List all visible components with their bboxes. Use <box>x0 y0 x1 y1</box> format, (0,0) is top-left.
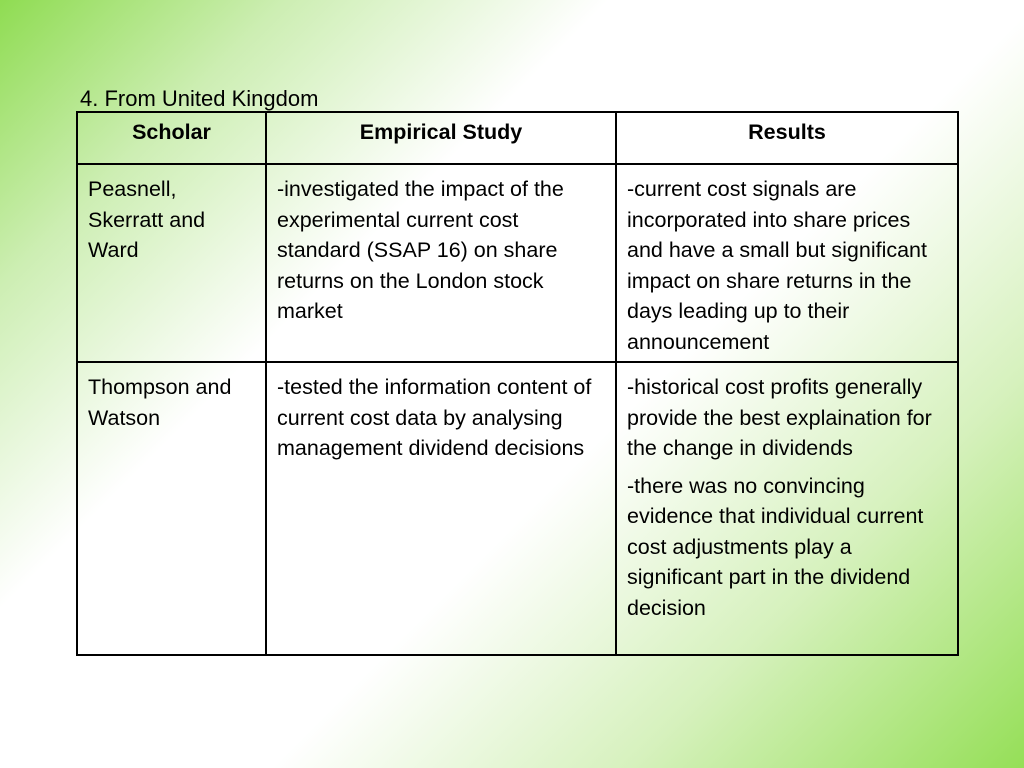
scholar-cell <box>77 362 266 655</box>
scholar-name: Peasnell, Skerratt and Ward <box>88 177 206 262</box>
results-cell <box>616 362 958 655</box>
study-description: -investigated the impact of the experimental current cost standard (SSAP 16) on share returns on the London stock market <box>277 177 564 323</box>
scholar-cell <box>77 164 266 362</box>
study-description: -tested the information content of current cost data by analysing management dividend decisions <box>277 375 592 460</box>
study-cell <box>266 362 616 655</box>
results-cell <box>616 164 958 362</box>
table-row <box>77 164 958 362</box>
column-header-scholar: Scholar <box>77 112 266 164</box>
table-header-row <box>77 112 958 164</box>
scholar-name: Thompson and Watson <box>88 375 232 430</box>
column-header-results: Results <box>616 112 958 164</box>
table-row <box>77 362 958 655</box>
result-text: -current cost signals are incorporated into share prices and have a small but significant impact on share returns in the days leading up to their announcement <box>627 177 927 354</box>
result-text: -historical cost profits generally provide the best explaination for the change in dividends <box>627 375 932 460</box>
study-cell <box>266 164 616 362</box>
studies-table <box>76 111 959 656</box>
slide-title: 4. From United Kingdom <box>80 86 319 111</box>
column-header-empirical-study: Empirical Study <box>266 112 616 164</box>
result-text: -there was no convincing evidence that individual current cost adjustments play a significant part in the dividend decision <box>627 473 924 620</box>
